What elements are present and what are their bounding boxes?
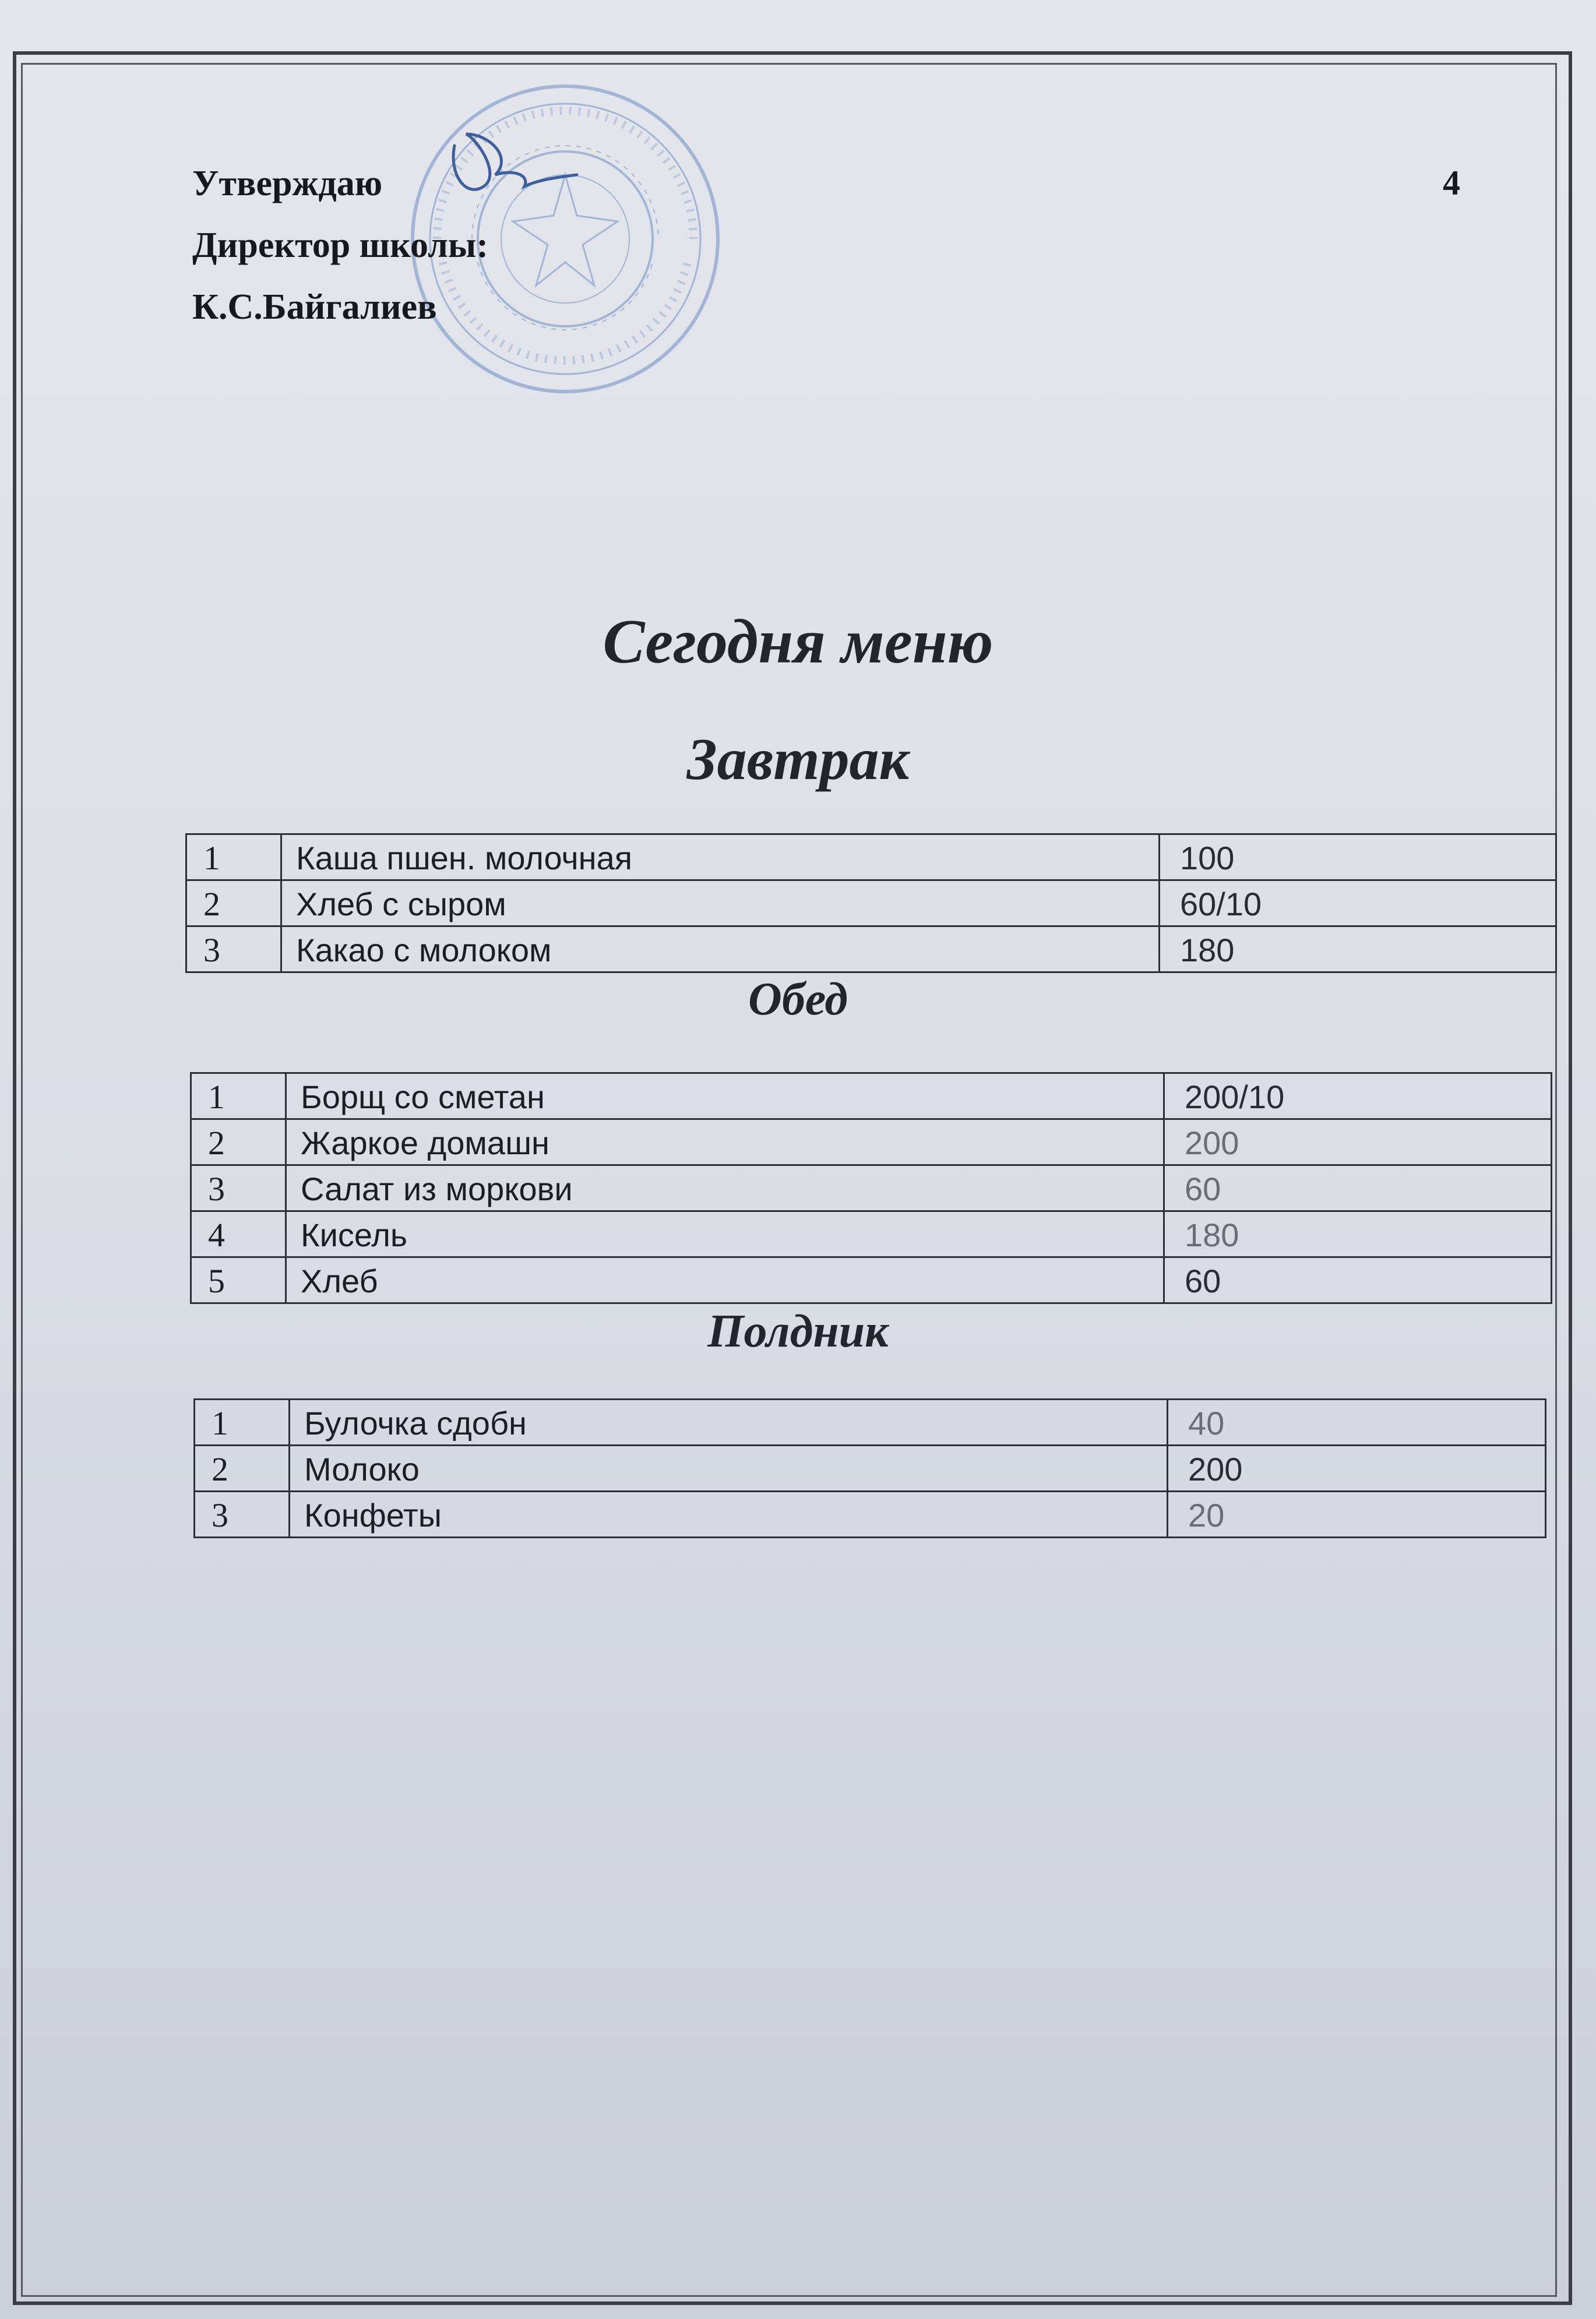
dish-name: Какао с молоком [281, 926, 1160, 972]
table-row [191, 1165, 1552, 1211]
dish-portion: 200 [1164, 1119, 1552, 1165]
table-row [195, 1446, 1546, 1492]
table-row [191, 1211, 1552, 1257]
table-row [191, 1119, 1552, 1165]
dish-name: Кисель [286, 1211, 1164, 1257]
approval-position: Директор школы: [192, 225, 488, 265]
dish-name: Хлеб с сыром [281, 880, 1160, 926]
page-number: 4 [1443, 164, 1460, 202]
dish-portion: 60 [1164, 1165, 1552, 1211]
row-number: 3 [186, 926, 281, 972]
dish-name: Молоко [290, 1446, 1168, 1492]
table-row [191, 1257, 1552, 1303]
row-number: 5 [191, 1257, 286, 1303]
dish-name: Жаркое домашн [286, 1119, 1164, 1165]
row-number: 1 [186, 834, 281, 880]
dish-portion: 200 [1168, 1446, 1546, 1492]
section-heading-breakfast: Завтрак [686, 727, 910, 792]
row-number: 2 [191, 1119, 286, 1165]
row-number: 3 [195, 1492, 290, 1538]
table-row [195, 1400, 1546, 1446]
lunch-table [190, 1072, 1552, 1304]
row-number: 1 [195, 1400, 290, 1446]
dish-name: Борщ со сметан [286, 1073, 1164, 1119]
page-title: Сегодня меню [603, 607, 993, 676]
dish-portion: 40 [1168, 1400, 1546, 1446]
dish-portion: 20 [1168, 1492, 1546, 1538]
row-number: 3 [191, 1165, 286, 1211]
approval-name: К.С.Байгалиев [192, 287, 437, 327]
table-row [195, 1492, 1546, 1538]
table-row [186, 834, 1556, 880]
section-heading-snack: Полдник [707, 1306, 889, 1357]
dish-name: Булочка сдобн [290, 1400, 1168, 1446]
breakfast-table [185, 833, 1557, 973]
row-number: 1 [191, 1073, 286, 1119]
table-row [186, 880, 1556, 926]
dish-name: Салат из моркови [286, 1165, 1164, 1211]
dish-portion: 60 [1164, 1257, 1552, 1303]
snack-table [193, 1398, 1546, 1538]
approval-block [192, 153, 488, 338]
dish-portion: 100 [1160, 834, 1556, 880]
row-number: 2 [195, 1446, 290, 1492]
row-number: 2 [186, 880, 281, 926]
section-heading-lunch: Обед [748, 974, 848, 1025]
approval-line: Утверждаю [192, 164, 383, 203]
row-number: 4 [191, 1211, 286, 1257]
dish-portion: 200/10 [1164, 1073, 1552, 1119]
dish-portion: 180 [1164, 1211, 1552, 1257]
dish-portion: 180 [1160, 926, 1556, 972]
dish-name: Конфеты [290, 1492, 1168, 1538]
dish-name: Хлеб [286, 1257, 1164, 1303]
dish-name: Каша пшен. молочная [281, 834, 1160, 880]
table-row [191, 1073, 1552, 1119]
table-row [186, 926, 1556, 972]
dish-portion: 60/10 [1160, 880, 1556, 926]
